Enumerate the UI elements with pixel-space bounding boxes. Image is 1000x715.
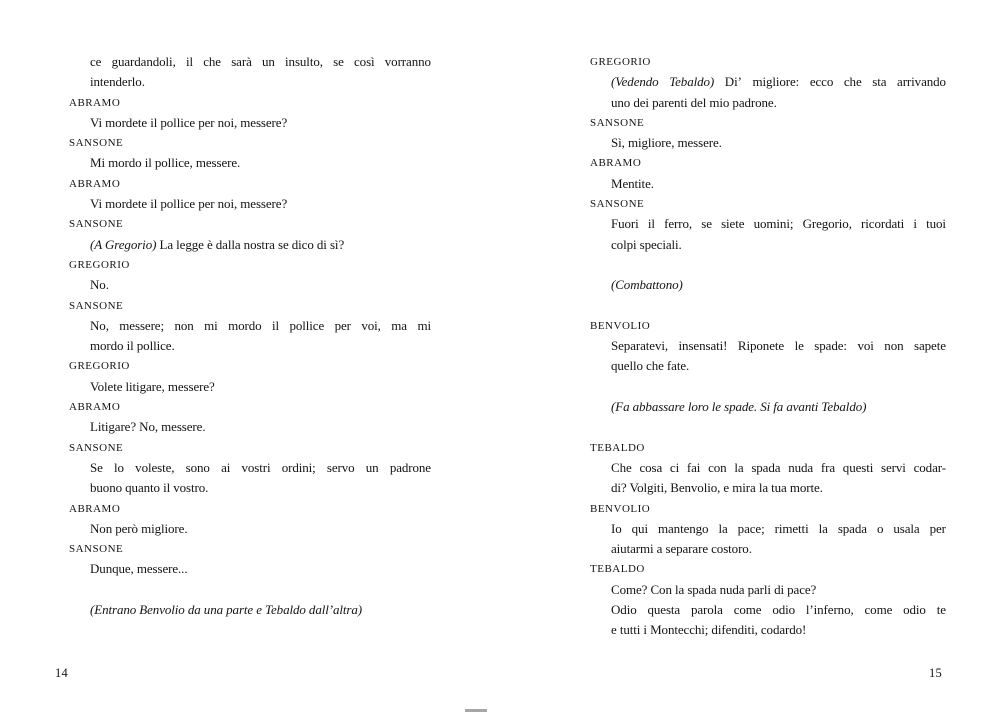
speaker-label: TEBALDO — [590, 441, 645, 454]
page-progress-indicator — [465, 709, 487, 712]
dialogue-line: Vi mordete il pollice per noi, messere? — [90, 196, 288, 212]
page-number-right: 15 — [929, 666, 943, 680]
speaker-label: ABRAMO — [590, 157, 642, 170]
right-page-text — [590, 52, 946, 641]
dialogue-line: Mentite. — [611, 175, 654, 191]
dialogue-line: Se lo voleste, sono ai vostri ordini; servo un padrone — [90, 459, 431, 475]
dialogue-line: aiutarmi a separare costoro. — [611, 541, 752, 557]
speaker-label: ABRAMO — [69, 502, 121, 515]
stage-direction: (Fa abbassare loro le spade. Si fa avanti Tebaldo) — [611, 399, 867, 415]
speaker-label: ABRAMO — [69, 401, 121, 414]
dialogue-line: Vi mordete il pollice per noi, messere? — [90, 114, 288, 130]
speaker-label: ABRAMO — [69, 96, 121, 109]
dialogue-line: (Vedendo Tebaldo) Di’ migliore: ecco che sta arrivando — [611, 74, 946, 90]
dialogue-line: di? Volgiti, Benvolio, e mira la tua morte. — [611, 480, 823, 496]
dialogue-line: e tutti i Montecchi; difenditi, codardo! — [611, 622, 807, 638]
dialogue-line: colpi speciali. — [611, 236, 682, 252]
dialogue-line: mordo il pollice. — [90, 338, 175, 354]
dialogue-line: Non però migliore. — [90, 520, 188, 536]
dialogue-line: Dunque, messere... — [90, 561, 188, 577]
stage-direction: (Combattono) — [611, 277, 683, 293]
speaker-label: BENVOLIO — [590, 319, 651, 332]
dialogue-line: Io qui mantengo la pace; rimetti la spada o usala per — [611, 520, 946, 536]
dialogue-line: intenderlo. — [90, 74, 145, 90]
dialogue-line: No. — [90, 277, 109, 293]
speaker-label: GREGORIO — [69, 258, 130, 271]
dialogue-line: ce guardandoli, il che sarà un insulto, se così vorranno — [90, 54, 431, 69]
speaker-label: SANSONE — [69, 543, 124, 556]
blank-line — [590, 255, 946, 275]
dialogue-line: Sì, migliore, messere. — [611, 135, 722, 151]
dialogue-line: Volete litigare, messere? — [90, 378, 215, 394]
dialogue-line: buono quanto il vostro. — [90, 480, 209, 496]
dialogue-line: uno dei parenti del mio padrone. — [611, 94, 777, 110]
speaker-label: SANSONE — [590, 116, 645, 129]
dialogue-line: Odio questa parola come odio l’inferno, come odio te — [611, 602, 946, 618]
dialogue-line: Come? Con la spada nuda parli di pace? — [611, 581, 817, 597]
blank-line — [69, 580, 431, 600]
dialogue-line: Litigare? No, messere. — [90, 419, 206, 435]
speaker-label: ABRAMO — [69, 177, 121, 190]
speaker-label: SANSONE — [69, 299, 124, 312]
blank-line — [590, 377, 946, 397]
blank-line — [590, 296, 946, 316]
dialogue-line: Mi mordo il pollice, messere. — [90, 155, 241, 171]
speaker-label: SANSONE — [69, 137, 124, 150]
dialogue-line: quello che fate. — [611, 358, 690, 374]
speaker-label: SANSONE — [69, 441, 124, 454]
speaker-label: BENVOLIO — [590, 502, 651, 515]
blank-line — [590, 417, 946, 437]
dialogue-line: Separatevi, insensati! Riponete le spade: voi non sapete — [611, 338, 946, 354]
dialogue-line: Fuori il ferro, se siete uomini; Gregorio, ricordati i tuoi — [611, 216, 946, 232]
speaker-label: SANSONE — [69, 218, 124, 231]
speaker-label: GREGORIO — [590, 56, 651, 68]
speaker-label: SANSONE — [590, 198, 645, 211]
page-number-left: 14 — [55, 666, 69, 680]
speaker-label: TEBALDO — [590, 563, 645, 576]
left-page-text — [69, 52, 431, 620]
speaker-label: GREGORIO — [69, 360, 130, 373]
dialogue-line: No, messere; non mi mordo il pollice per voi, ma mi — [90, 317, 431, 333]
dialogue-line: (A Gregorio) La legge è dalla nostra se dico di sì? — [90, 236, 345, 252]
stage-direction: (Entrano Benvolio da una parte e Tebaldo dall’altra) — [90, 602, 362, 618]
dialogue-line: Che cosa ci fai con la spada nuda fra questi servi codar- — [611, 459, 946, 475]
